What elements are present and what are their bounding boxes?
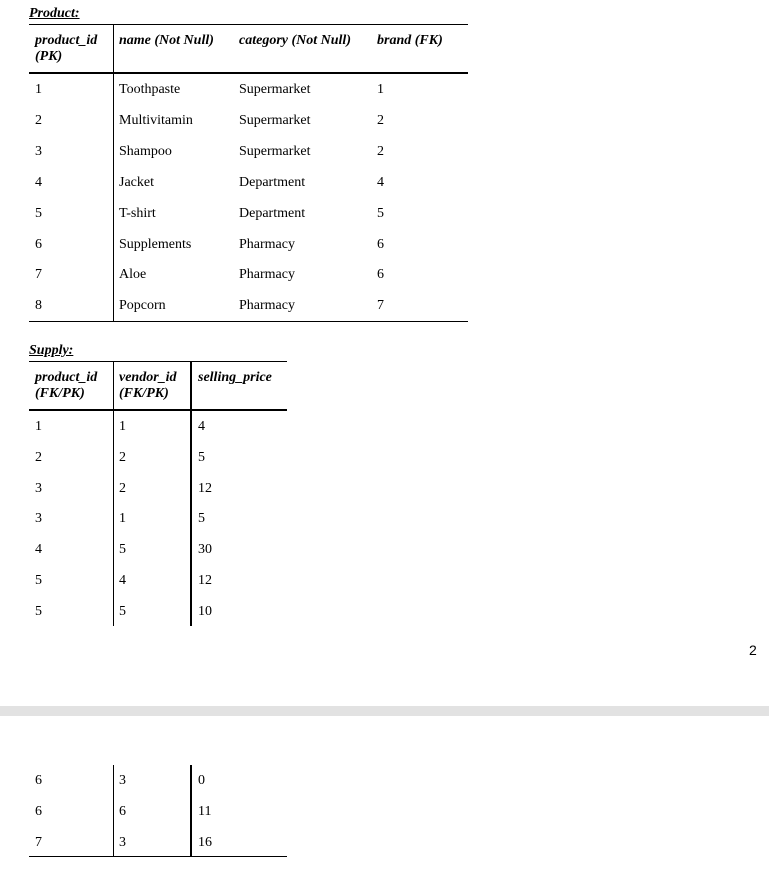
product-cell-name: Shampoo	[119, 143, 172, 159]
supply-cont-cell-vendor-id: 6	[119, 804, 126, 819]
product-cell-category: Pharmacy	[239, 298, 295, 314]
supply-cont-cell-product-id: 7	[35, 835, 42, 850]
product-cell-brand: 7	[377, 298, 384, 314]
supply-cell-vendor-id: 4	[119, 573, 126, 588]
product-table-caption: Product:	[29, 6, 80, 21]
supply-cell-vendor-id: 2	[119, 449, 126, 465]
product-cell-brand: 5	[377, 205, 384, 221]
product-table-column-divider	[113, 25, 114, 321]
supply-cell-vendor-id: 1	[119, 419, 126, 434]
supply-table-header-rule	[29, 409, 287, 411]
product-cell-brand: 4	[377, 174, 384, 190]
supply-cont-cell-vendor-id: 3	[119, 835, 126, 850]
product-cell-product-id: 3	[35, 143, 42, 159]
supply-cont-bottom-rule	[29, 856, 287, 857]
supply-cell-vendor-id: 2	[119, 480, 126, 496]
product-cell-category: Pharmacy	[239, 236, 295, 252]
supply-cont-cell-vendor-id: 3	[119, 773, 126, 788]
supply-cell-selling-price: 5	[198, 511, 205, 527]
supply-cell-selling-price: 12	[198, 480, 212, 496]
supply-cell-selling-price: 4	[198, 419, 205, 434]
page-break	[0, 706, 769, 716]
supply-cont-cell-product-id: 6	[35, 773, 42, 788]
supply-cell-product-id: 5	[35, 573, 42, 588]
supply-cell-product-id: 5	[35, 603, 42, 619]
supply-header-vendor-id: vendor_id (FK/PK)	[119, 370, 177, 401]
product-cell-name: T-shirt	[119, 205, 156, 221]
product-cell-category: Supermarket	[239, 143, 311, 159]
product-header-category: category (Not Null)	[239, 33, 351, 48]
product-cell-name: Aloe	[119, 267, 147, 283]
product-cell-product-id: 6	[35, 236, 42, 252]
product-cell-category: Supermarket	[239, 112, 311, 128]
supply-cont-cell-selling-price: 0	[198, 773, 205, 788]
supply-cell-selling-price: 30	[198, 542, 212, 558]
product-cell-name: Popcorn	[119, 298, 166, 314]
product-header-brand: brand (FK)	[377, 33, 443, 48]
supply-cell-selling-price: 12	[198, 573, 212, 588]
supply-table-top-rule	[29, 361, 287, 362]
supply-cell-product-id: 3	[35, 480, 42, 496]
supply-cell-product-id: 4	[35, 542, 42, 558]
supply-cont-divider-1	[113, 765, 114, 857]
product-cell-name: Toothpaste	[119, 82, 181, 97]
product-cell-name: Supplements	[119, 236, 192, 252]
supply-table-caption: Supply:	[29, 343, 74, 358]
product-cell-brand: 6	[377, 236, 384, 252]
supply-cell-product-id: 3	[35, 511, 42, 527]
supply-cont-cell-selling-price: 11	[198, 804, 212, 819]
product-cell-category: Department	[239, 174, 306, 190]
supply-header-selling-price: selling_price	[198, 370, 272, 385]
product-header-name: name (Not Null)	[119, 33, 214, 48]
product-cell-brand: 1	[377, 82, 384, 97]
supply-cell-product-id: 2	[35, 449, 42, 465]
product-table-bottom-rule	[29, 321, 468, 322]
product-header-product-id: product_id (PK)	[35, 33, 98, 64]
supply-cell-vendor-id: 1	[119, 511, 126, 527]
product-table-top-rule	[29, 24, 468, 25]
supply-cont-cell-product-id: 6	[35, 804, 42, 819]
product-cell-product-id: 7	[35, 267, 42, 283]
product-table-header-rule	[29, 72, 468, 74]
product-cell-brand: 2	[377, 143, 384, 159]
product-cell-name: Jacket	[119, 174, 154, 190]
supply-table-divider-1	[113, 362, 114, 626]
product-cell-name: Multivitamin	[119, 112, 193, 128]
supply-cell-vendor-id: 5	[119, 542, 126, 558]
product-cell-category: Pharmacy	[239, 267, 295, 283]
product-cell-category: Department	[239, 205, 306, 221]
supply-cont-divider-2	[190, 765, 192, 857]
supply-cell-selling-price: 10	[198, 603, 212, 619]
supply-header-product-id: product_id (FK/PK)	[35, 370, 98, 401]
product-cell-category: Supermarket	[239, 82, 311, 97]
product-cell-product-id: 5	[35, 205, 42, 221]
product-cell-product-id: 2	[35, 112, 42, 128]
supply-cell-product-id: 1	[35, 419, 42, 434]
page-number: 2	[749, 642, 757, 658]
product-cell-product-id: 4	[35, 174, 42, 190]
supply-table-divider-2	[190, 362, 192, 626]
product-cell-brand: 2	[377, 112, 384, 128]
product-cell-brand: 6	[377, 267, 384, 283]
supply-cell-selling-price: 5	[198, 449, 205, 465]
product-cell-product-id: 1	[35, 82, 42, 97]
supply-cell-vendor-id: 5	[119, 603, 126, 619]
supply-cont-cell-selling-price: 16	[198, 835, 212, 850]
product-cell-product-id: 8	[35, 298, 42, 314]
